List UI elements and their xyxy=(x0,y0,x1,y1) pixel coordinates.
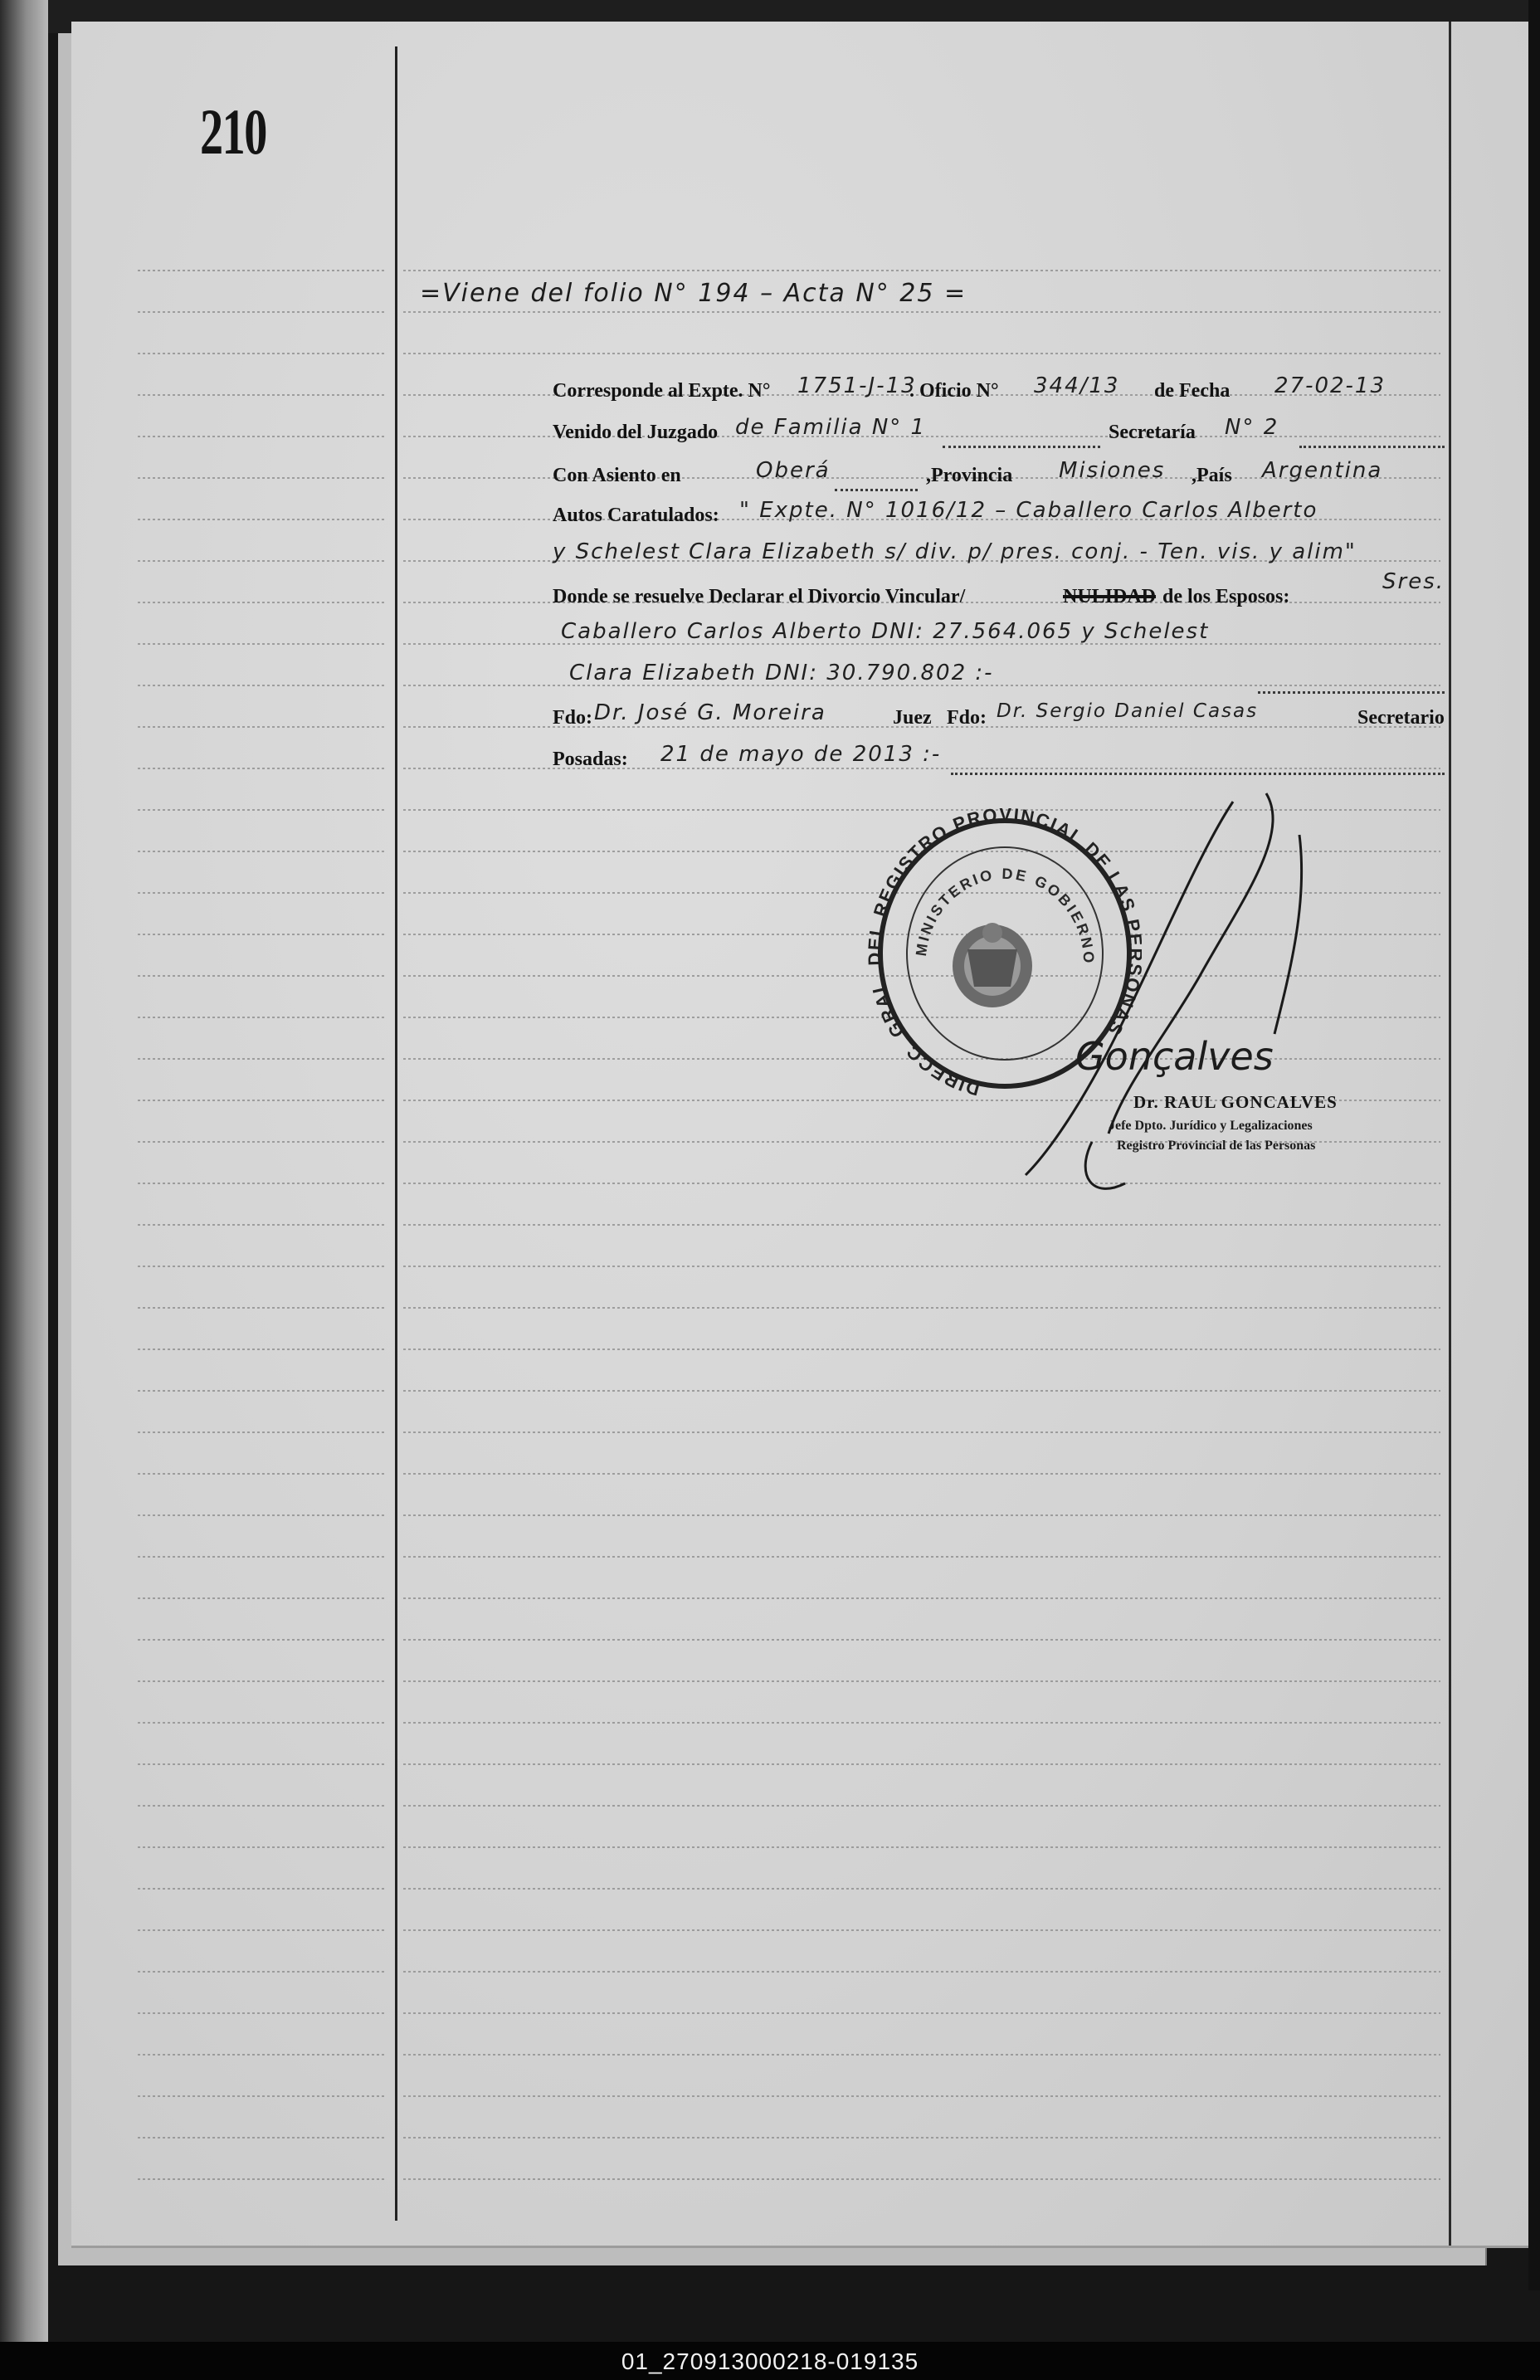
right-edge-shadow xyxy=(1528,0,1540,2290)
value-provincia: Misiones xyxy=(1059,458,1166,483)
dotted-fill xyxy=(1258,691,1445,694)
label-fdo-secretario: Fdo: xyxy=(947,707,987,729)
value-pais: Argentina xyxy=(1262,458,1383,483)
form-row-firmas xyxy=(553,700,1465,739)
signatory-office: Registro Provincial de las Personas xyxy=(1117,1139,1316,1153)
book-spine-left xyxy=(0,0,48,2380)
label-posadas: Posadas: xyxy=(553,749,628,770)
signatory-title: Jefe Dpto. Jurídico y Legalizaciones xyxy=(1109,1119,1313,1133)
label-fecha: de Fecha xyxy=(1154,380,1231,402)
form-row-esposo xyxy=(553,619,1465,657)
value-juzgado: de Familia N° 1 xyxy=(735,415,927,440)
value-juez: Dr. José G. Moreira xyxy=(594,700,826,725)
value-autos-continued: y Schelest Clara Elizabeth s/ div. p/ pres. conj. - Ten. vis. y alim" xyxy=(553,539,1357,564)
stamp-outer-text: DIRECC. GRAL REGISTRO PROVINCIAL DE LAS NAS xyxy=(868,808,1141,1100)
form-row-asiento xyxy=(553,458,1465,496)
value-expediente: 1751-J-13 xyxy=(797,373,917,398)
stamp-inner-text: MINISTERIO DE GOBIERNO xyxy=(912,865,1098,966)
label-resolucion: Donde se resuelve Declarar el Divorcio Vincular/ xyxy=(553,586,966,607)
form-row-expediente xyxy=(553,373,1465,412)
label-provincia: ,Provincia xyxy=(926,465,1013,486)
struck-nulidad: NULIDAD xyxy=(1063,586,1157,607)
right-border-line xyxy=(1449,22,1451,2246)
form-row-autos xyxy=(553,498,1465,536)
image-caption: 01_270913000218-019135 xyxy=(621,2348,919,2374)
form-row-juzgado xyxy=(553,415,1465,453)
value-oficio: 344/13 xyxy=(1034,373,1120,398)
dotted-fill xyxy=(1299,446,1445,448)
label-juez: Juez xyxy=(893,707,932,729)
value-asiento: Oberá xyxy=(756,458,831,483)
label-oficio: . Oficio N° xyxy=(909,380,999,402)
coat-of-arms-icon xyxy=(953,923,1032,1007)
label-autos: Autos Caratulados: xyxy=(553,505,719,526)
margin-divider xyxy=(395,46,397,2221)
value-autos: " Expte. N° 1016/12 – Caballero Carlos Alberto xyxy=(739,498,1318,523)
signatory-name: Dr. RAUL GONCALVES xyxy=(1133,1092,1338,1112)
ruled-lines xyxy=(71,22,1528,2246)
dotted-fill xyxy=(835,489,918,491)
handwritten-signature: Gonçalves xyxy=(1075,1034,1274,1079)
dotted-fill xyxy=(943,446,1100,448)
form-row-esposa xyxy=(553,661,1465,699)
label-secretario: Secretario xyxy=(1357,707,1445,729)
value-fecha-posadas: 21 de mayo de 2013 :- xyxy=(660,742,942,767)
form-row-resolucion xyxy=(553,569,1465,617)
label-juzgado: Venido del Juzgado xyxy=(553,422,719,443)
label-pais: ,País xyxy=(1192,465,1232,486)
form-row-autos-cont xyxy=(553,539,1465,578)
register-page xyxy=(71,22,1528,2248)
value-esposo: Caballero Carlos Alberto DNI: 27.564.065 y Schelest xyxy=(561,619,1210,644)
continuation-note: =Viene del folio N° 194 – Acta N° 25 = xyxy=(420,279,967,308)
signature-scrawl xyxy=(992,785,1382,885)
value-esposa: Clara Elizabeth DNI: 30.790.802 :- xyxy=(569,661,994,685)
label-asiento: Con Asiento en xyxy=(553,465,681,486)
label-expediente: Corresponde al Expte. N° xyxy=(553,380,771,402)
label-fdo-juez: Fdo: xyxy=(553,707,592,729)
form-row-lugar-fecha xyxy=(553,742,1465,780)
value-sres: Sres. xyxy=(1382,569,1445,594)
value-secretaria: N° 2 xyxy=(1225,415,1279,440)
label-secretaria: Secretaría xyxy=(1109,422,1196,443)
page-number: 210 xyxy=(200,95,266,168)
value-secretario: Dr. Sergio Daniel Casas xyxy=(997,700,1259,722)
dotted-fill xyxy=(951,773,1445,775)
label-esposos: de los Esposos: xyxy=(1162,586,1290,607)
value-fecha: 27-02-13 xyxy=(1274,373,1386,398)
